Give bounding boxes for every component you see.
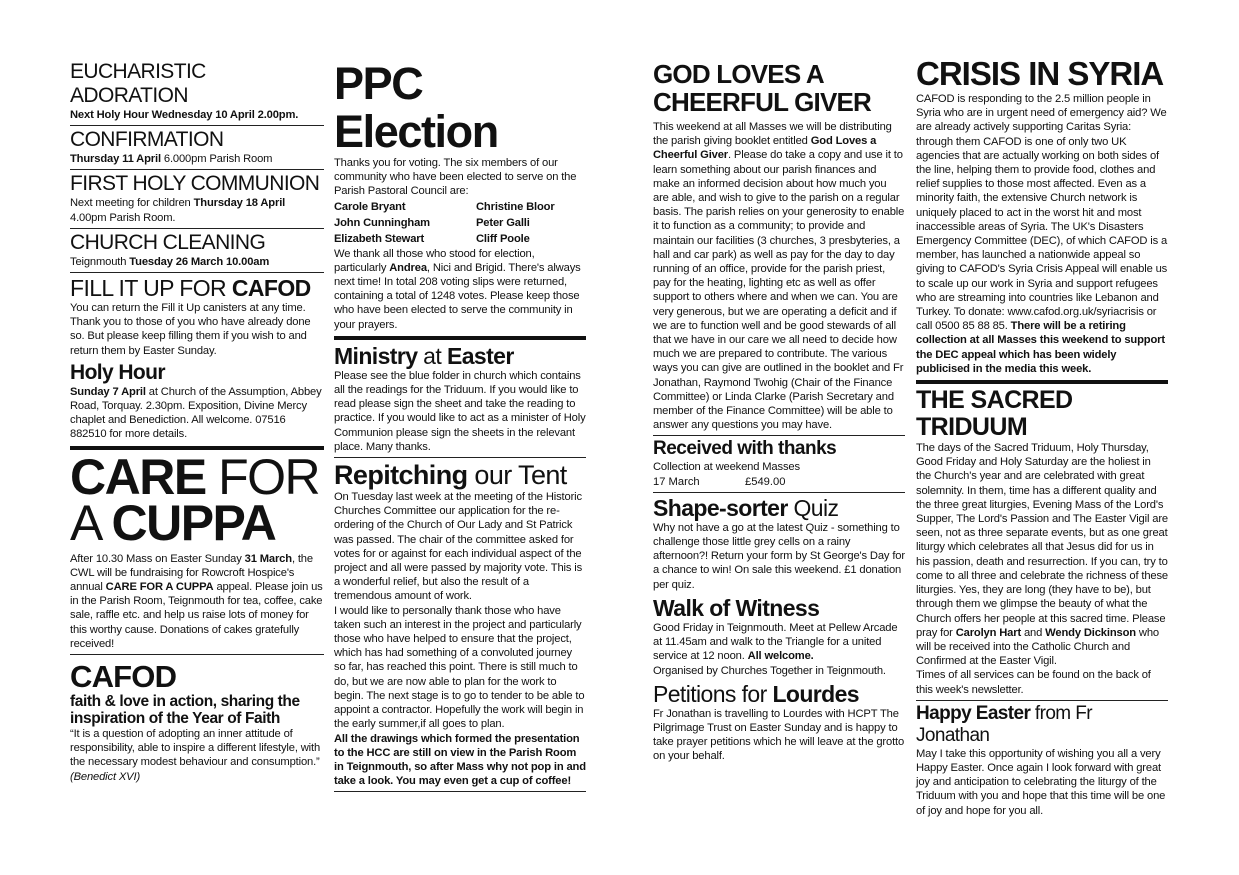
giver-text-2: . Please do take a copy and use it to learn something about our parish finances and make an informed decision about how much you are able, and wish to give to the parish on a regular basis. The parish relies on your generosity to enable it to function as a community; to provide and maintain our facilities (3 churches, 3 presbyteries, a hall and car park) as well as pay for the day to day running of an office, provide for the parish priest, pay for the heating, lighting etc as well as offer support to others where and when we can. You are very generous, but we are operating a deficit and if we are to function well and be good stewards of all that we have in our care we all need to decide how much we are prepared to contribute. The various ways you can give are outlined in the booklet and Fr Jonathan, Raymond Twohig (Chair of the Finance Committee) or Linda Clarke (Parish Secretary and member of the Finance Committee) will be able to answer any questions you may have. (653, 149, 905, 432)
cafod-subtitle: faith & love in action, sharing the inspiration of the Year of Faith (70, 693, 300, 728)
divider (916, 380, 1168, 384)
cuppa-title-1: CARE (70, 448, 206, 505)
cleaning-notice (70, 231, 324, 269)
lourdes-text: Fr Jonathan is travelling to Lourdes with HCPT The Pilgrimage Trust on Easter Sunday and is happy to take prayer petitions which he will leave at the grotto on your behalf. (653, 707, 905, 763)
communion-date: Thursday 18 April (193, 197, 286, 210)
divider (70, 654, 324, 655)
easter-title-a: Happy Easter (916, 702, 1031, 724)
ppc-name: Christine Bloor (476, 200, 555, 213)
lourdes-title-a: Petitions for (653, 680, 773, 707)
triduum-title: THE SACRED TRIDUUM (916, 386, 1073, 442)
cuppa-text-2: , the CWL will be fundraising for Rowcroft Hospice's annual (70, 552, 313, 594)
fillup-title-b: CAFOD (231, 275, 311, 302)
divider (70, 272, 324, 273)
fillup-notice (70, 275, 324, 358)
cuppa-title (70, 448, 324, 551)
ministry-title-c: Easter (446, 342, 514, 369)
cafod-source: (Benedict XVI) (70, 770, 141, 783)
received-title: Received with thanks (653, 438, 837, 460)
walk-title: Walk of Witness (653, 594, 820, 621)
cafod-notice (70, 661, 324, 784)
cuppa-text (70, 552, 324, 651)
quiz-text: Why not have a go at the latest Quiz - something to challenge those little grey cells on a rainy afternoon?! Return your form by St George's Day for a chance to win! On sale this weekend. £1 donation per quiz. (653, 521, 905, 591)
easter-title-b: from Fr Jonathan (916, 702, 1092, 746)
cuppa-title-3: A (70, 494, 112, 551)
giver-title-a: GOD LOVES A (653, 59, 824, 89)
ppc-text-1: We thank all those who stood for election, particularly (334, 247, 535, 274)
giver-notice (653, 60, 905, 432)
ministry-title-b: at (417, 342, 447, 369)
lourdes-notice (653, 681, 905, 764)
triduum-name-2: Wendy Dickinson (1045, 626, 1136, 639)
giver-title (653, 60, 905, 116)
communion-title: FIRST HOLY COMMUNION (70, 172, 320, 196)
repitching-text-2: I would like to personally thank those who have taken such an interest in the project and particularly those who have helped to ensure that the project, which has had something of a convoluted journey so far, has reached this point. There is still much to do, but we are now able to plan for the work to begin. The next stage is to go to tender to be able to appoint a contractor. Hopefully the work will begin in the early summer,if all goes to plan. (334, 604, 585, 731)
triduum-name-1: Carolyn Hart (955, 626, 1022, 639)
ppc-text-andrea: Andrea (389, 261, 427, 274)
fillup-title-a: FILL IT UP FOR (70, 275, 232, 302)
received-line: Collection at weekend Masses (653, 461, 800, 474)
ppc-text-2: , Nici and Brigid. There's always next time! In total 208 voting slips were returned, containing a total of 1248 votes. Please keep those who have been elected to serve the community in your prayers. (334, 261, 581, 331)
received-date: 17 March (653, 475, 700, 488)
syria-text: CAFOD is responding to the 2.5 million people in Syria who are in urgent need of emergency aid? We are already actively supporting Caritas Syria: through them CAFOD is one of only two UK agencies that are actually working on both sides of the line, helping them to provide food, clothes and relief supplies to those most affected. Even as a minority faith, the extensive Church network is uniquely placed to act in the worst hit and most inaccessible areas of Syria. The UK's Disasters Emergency Committee (DEC), of which CAFOD is a member, has launched a nationwide appeal so giving to CAFOD's Syria Crisis Appeal will enable us to scale up our work in Syria and support refugees who are streaming into countries like Lebanon and Turkey. To donate: www.cafod.org.uk/syriacrisis or call 0500 85 88 85. (916, 93, 1168, 333)
quiz-title-a: Shape-sorter (653, 494, 788, 521)
cuppa-text-3: appeal. Please join us in the Parish Room, Teignmouth for tea, coffee, cake sale, raffle etc. and help us raise lots of money for this worthy cause. Donations of cakes gratefully received! (70, 581, 323, 650)
adoration-title: EUCHARISTIC ADORATION (70, 60, 206, 107)
divider (70, 169, 324, 170)
column-1 (70, 58, 324, 784)
cleaning-title: CHURCH CLEANING (70, 230, 266, 254)
confirmation-notice (70, 128, 324, 166)
ppc-names (334, 199, 586, 247)
cleaning-place: Teignmouth (70, 255, 130, 268)
easter-notice (916, 703, 1168, 818)
adoration-notice (70, 60, 324, 122)
ministry-notice (334, 343, 586, 454)
communion-pre: Next meeting for children (70, 197, 194, 210)
cuppa-title-4: CUPPA (111, 494, 276, 551)
ppc-intro: Thanks you for voting. The six members of our community who have been elected to serve on the Parish Pastoral Council are: (334, 157, 577, 198)
divider (70, 125, 324, 126)
giver-text-1: This weekend at all Masses we will be distributing the parish giving booklet entitled (653, 121, 892, 148)
divider (653, 435, 905, 436)
walk-welcome: All welcome. (747, 650, 814, 663)
cuppa-text-1: After 10.30 Mass on Easter Sunday (70, 552, 245, 565)
column-2 (334, 58, 586, 794)
cuppa-notice (70, 448, 324, 651)
confirmation-date: Thursday 11 April (70, 153, 161, 166)
syria-title: CRISIS IN SYRIA (916, 55, 1164, 92)
divider (916, 700, 1168, 701)
received-amount: £549.00 (745, 475, 786, 488)
divider (334, 336, 586, 340)
triduum-and: and (1021, 626, 1046, 639)
holyhour-date: Sunday 7 April (70, 385, 146, 398)
repitching-title-b: our Tent (467, 460, 567, 491)
divider (653, 492, 905, 493)
column-4 (916, 55, 1169, 818)
repitching-bold: All the drawings which formed the presentation to the HCC are still on view in the Parish Room in Teignmouth, so after Mass why not pop in and take a look. You may even get a cup of coffee! (334, 732, 586, 788)
repitching-title-a: Repitching (334, 460, 468, 491)
quiz-notice (653, 495, 905, 592)
cleaning-date: Tuesday 26 March 10.00am (129, 255, 270, 268)
divider (334, 791, 586, 792)
easter-text: May I take this opportunity of wishing you all a very Happy Easter. Once again I look forward with great joy and anticipation to celebrating the liturgy of the Triduum with you and hope that this time will be one of joy and hope for you all. (916, 747, 1166, 817)
fillup-text: You can return the Fill it Up canisters at any time. Thank you to those of you who have already done so. But please keep filling them if you wish to and return them by Easter Sunday. (70, 302, 311, 357)
walk-text-1: Good Friday in Teignmouth. Meet at Pellew Arcade at 11.45am and walk to the Triangle for a united service at 12 noon. (653, 621, 898, 663)
ppc-name: Peter Galli (476, 216, 530, 229)
column-3 (653, 58, 905, 764)
ppc-notice (334, 60, 586, 332)
syria-bold: There will be a retiring collection at all Masses this weekend to support the DEC appeal which has been widely publicised in the media this week. (916, 320, 1165, 375)
divider (334, 457, 586, 458)
holyhour-title: Holy Hour (70, 360, 165, 384)
triduum-text-1: The days of the Sacred Triduum, Holy Thursday, Good Friday and Holy Saturday are the holiest in the Church's year and are celebrated with great solemnity. In them, time has a different quality and the three great liturgies, Evening Mass of the Lord's Supper, The Lord's Passion and The Easter Vigil are seen, not as three separate events, but as one great liturgy which celebrates all that Jesus did for us in his passion, death and resurrection. If you can, try to come to all three and celebrate the richness of these liturgies. Yes, they are long (they have to be), but through them we glimpse the beauty of what the Church offers her people at this sacred time. Please pray for (916, 442, 1169, 639)
ministry-text: Please see the blue folder in church which contains all the readings for the Triduum. If you would like to read please sign the sheet and take the reading to practice. If you would like to act as a minister of Holy Communion please sign the sheets in the relevant place. Many thanks. (334, 369, 586, 453)
ppc-name: John Cunningham (334, 216, 430, 229)
holyhour-text: at Church of the Assumption, Abbey Road, Torquay. 2.30pm. Exposition, Divine Mercy chaplet and Benediction. All welcome. 07516 882510 for more details. (70, 385, 322, 441)
confirmation-place: 6.000pm Parish Room (160, 153, 273, 166)
cuppa-title-2: FOR (205, 448, 320, 505)
lourdes-title-b: Lourdes (772, 680, 859, 707)
cuppa-appeal: CARE FOR A CUPPA (105, 581, 214, 594)
cafod-quote: “It is a question of adopting an inner attitude of responsibility, able to inspire a different lifestyle, with the necessary modest behaviour and consumption.” (70, 728, 321, 769)
communion-place: 4.00pm Parish Room. (70, 211, 176, 224)
fillup-title (70, 275, 324, 301)
walk-text-2: Organised by Churches Together in Teignmouth. (653, 664, 886, 677)
adoration-detail: Next Holy Hour Wednesday 10 April 2.00pm. (70, 109, 299, 121)
ppc-title: PPC Election (334, 58, 498, 157)
giver-title-b: CHEERFUL GIVER (653, 87, 872, 117)
triduum-text-2: who will be received into the Catholic Church and Confirmed at the Easter Vigil. (916, 626, 1160, 668)
cafod-title: CAFOD (70, 659, 177, 695)
repitching-notice (334, 460, 586, 788)
ministry-title-a: Ministry (334, 342, 418, 369)
walk-notice (653, 595, 905, 678)
giver-booklet: God Loves a Cheerful Giver (653, 135, 877, 162)
repitching-text: On Tuesday last week at the meeting of the Historic Churches Committee our application for the re-ordering of the Church of Our Lady and St Patrick was passed. The chair of the committee asked for votes for or against for each individual aspect of the project and all were passed by majority vote. This is a wonderful relief, but also the result of a tremendous amount of work. (334, 491, 583, 603)
confirmation-title: CONFIRMATION (70, 128, 224, 152)
triduum-notice (916, 387, 1168, 697)
cuppa-date: 31 March (244, 552, 292, 565)
quiz-title-b: Quiz (787, 494, 839, 521)
triduum-times: Times of all services can be found on the back of this week's newsletter. (916, 669, 1151, 696)
received-notice (653, 438, 905, 488)
ppc-name: Cliff Poole (476, 232, 530, 245)
communion-notice (70, 172, 324, 224)
ppc-name: Carole Bryant (334, 200, 406, 213)
ppc-name: Elizabeth Stewart (334, 232, 425, 245)
holyhour-notice (70, 361, 324, 442)
syria-notice (916, 56, 1168, 376)
divider (70, 228, 324, 229)
